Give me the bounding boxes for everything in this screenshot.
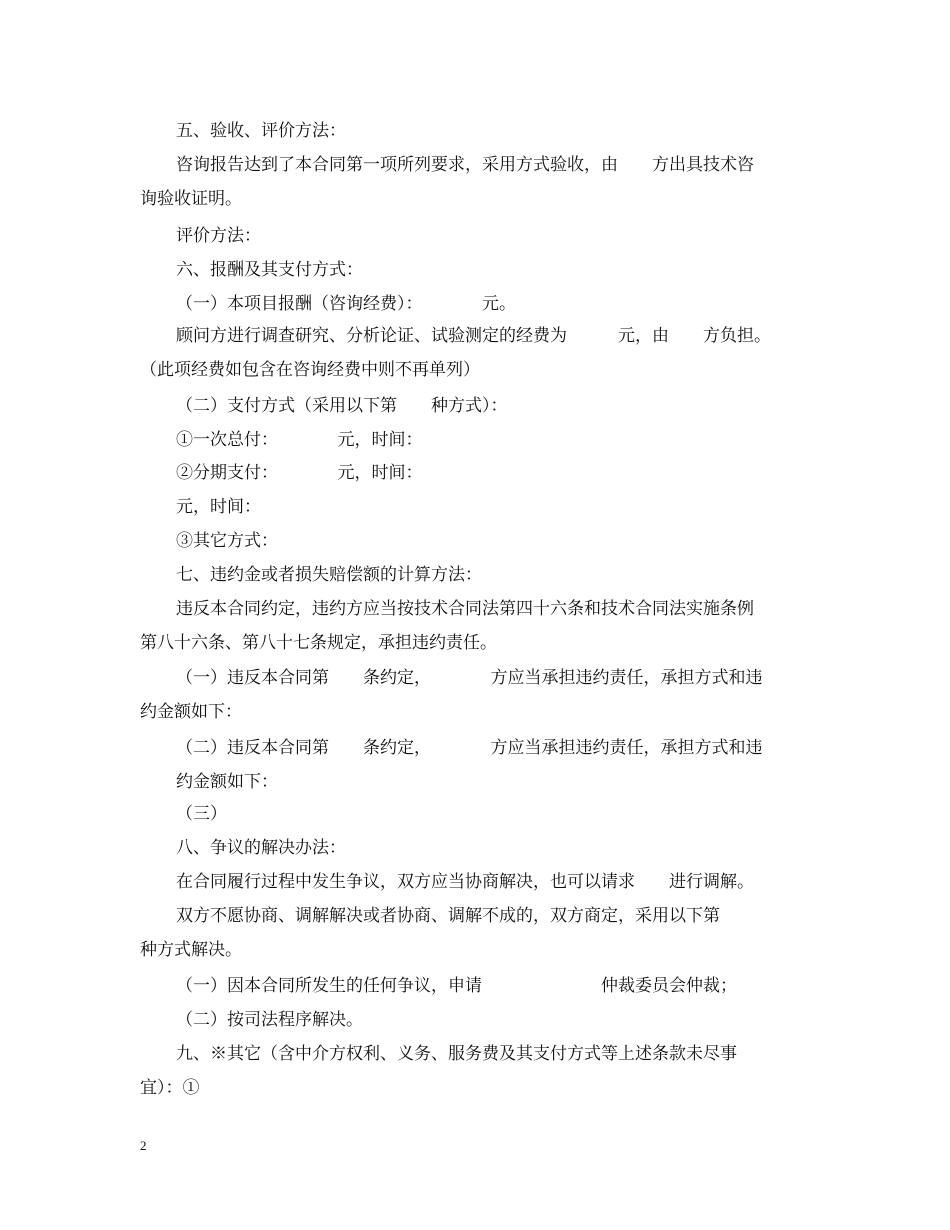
section-6-heading: 六、报酬及其支付方式： <box>176 260 363 280</box>
paragraph-line: （二）按司法程序解决。 <box>176 1010 363 1030</box>
paragraph-line: 约金额如下： <box>176 772 278 792</box>
paragraph-line: ①一次总付： 元，时间： <box>176 430 423 450</box>
paragraph-line: ②分期支付： 元，时间： <box>176 463 423 483</box>
page-number: 2 <box>140 1138 147 1153</box>
paragraph-line: 违反本合同约定，违约方应当按技术合同法第四十六条和技术合同法实施条例 <box>176 599 754 619</box>
paragraph-line: （一）本项目报酬（咨询经费）： 元。 <box>176 294 516 314</box>
paragraph-line: 顾问方进行调查研究、分析论证、试验测定的经费为 元，由 方负担。 <box>176 326 771 346</box>
paragraph-line: ③其它方式： <box>176 531 278 551</box>
section-9-heading: 九、※其它（含中介方权利、义务、服务费及其支付方式等上述条款未尽事 <box>176 1044 737 1064</box>
paragraph-line: （二）支付方式（采用以下第 种方式）： <box>176 396 508 416</box>
paragraph-line: 约金额如下： <box>140 702 242 722</box>
paragraph-line: 评价方法： <box>176 226 261 246</box>
paragraph-line: 种方式解决。 <box>140 940 242 960</box>
paragraph-line: （此项经费如包含在咨询经费中则不再单列） <box>140 360 480 380</box>
paragraph-line: 双方不愿协商、调解解决或者协商、调解不成的，双方商定，采用以下第 <box>176 906 720 926</box>
paragraph-line: （三） <box>176 804 227 824</box>
paragraph-line: （二）违反本合同第 条约定， 方应当承担违约责任，承担方式和违 <box>176 738 763 758</box>
paragraph-line: 宜）：① <box>140 1078 200 1098</box>
paragraph-line: （一）因本合同所发生的任何争议，申请 仲裁委员会仲裁； <box>176 976 737 996</box>
paragraph-line: 元，时间： <box>176 497 261 517</box>
section-5-heading: 五、验收、评价方法： <box>176 121 346 141</box>
paragraph-line: （一）违反本合同第 条约定， 方应当承担违约责任，承担方式和违 <box>176 668 763 688</box>
paragraph-line: 在合同履行过程中发生争议，双方应当协商解决，也可以请求 进行调解。 <box>176 872 754 892</box>
paragraph-line: 咨询报告达到了本合同第一项所列要求，采用方式验收，由 方出具技术咨 <box>176 155 754 175</box>
paragraph-line: 询验收证明。 <box>140 189 242 209</box>
paragraph-line: 第八十六条、第八十七条规定，承担违约责任。 <box>140 633 497 653</box>
section-7-heading: 七、违约金或者损失赔偿额的计算方法： <box>176 565 482 585</box>
section-8-heading: 八、争议的解决办法： <box>176 838 346 858</box>
